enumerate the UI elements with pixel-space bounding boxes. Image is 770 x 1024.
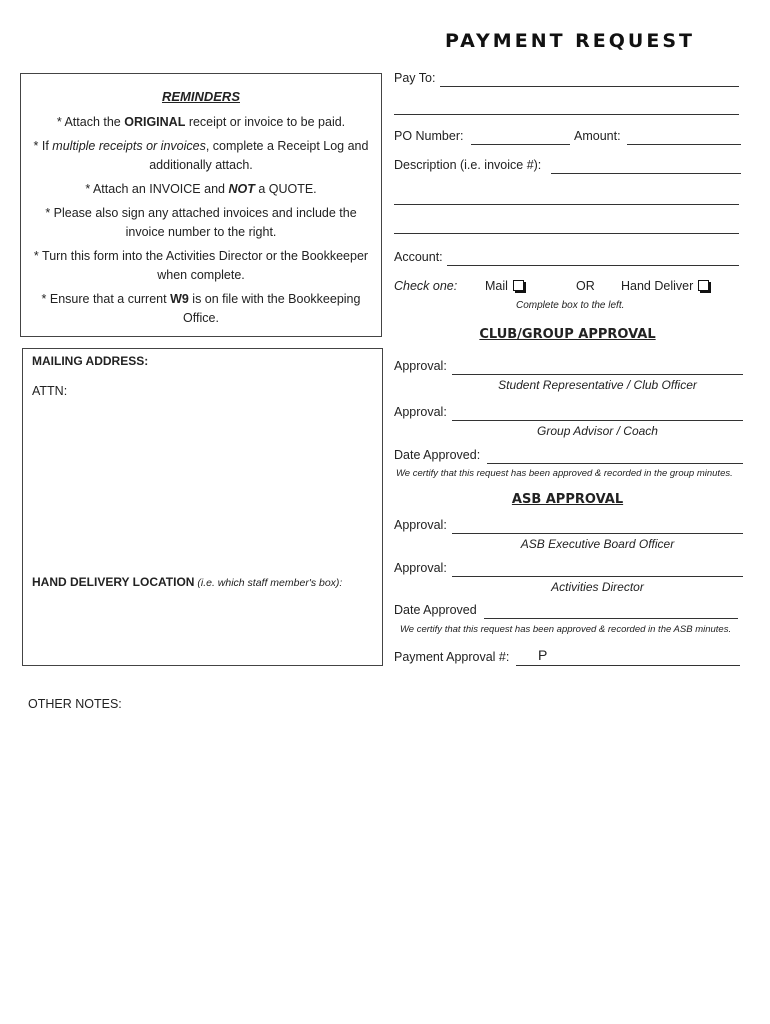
po-number-field[interactable] xyxy=(471,144,570,145)
reminder-emphasis: W9 xyxy=(170,292,189,306)
activities-director-signature-field[interactable] xyxy=(452,576,743,577)
date-approved-asb-label: Date Approved xyxy=(394,603,477,617)
mail-option-label: Mail xyxy=(485,279,508,293)
pay-to-field[interactable] xyxy=(440,86,739,87)
reminder-turn-in: * Turn this form into the Activities Director or the Bookkeeper when complete. xyxy=(33,249,369,282)
attn-label: ATTN: xyxy=(32,384,68,398)
asb-approval-heading: ASB APPROVAL xyxy=(511,492,624,507)
reminder-emphasis: NOT xyxy=(228,182,255,196)
payment-approval-label: Payment Approval #: xyxy=(394,650,510,664)
pay-to-label: Pay To: xyxy=(394,71,436,85)
reminder-original xyxy=(29,113,373,132)
certify-asb-note: We certify that this request has been approved & recorded in the ASB minutes. xyxy=(400,624,732,635)
mail-option[interactable] xyxy=(485,279,524,293)
asb-officer-caption: ASB Executive Board Officer xyxy=(520,537,675,551)
hand-deliver-option[interactable] xyxy=(621,279,709,293)
club-approval-label-1: Approval: xyxy=(394,359,447,373)
reminder-text: * If xyxy=(33,139,53,153)
description-label: Description (i.e. invoice #): xyxy=(394,158,542,172)
mailing-address-label: MAILING ADDRESS: xyxy=(32,354,149,368)
reminder-w9 xyxy=(29,290,373,328)
club-approval-label-2: Approval: xyxy=(394,405,447,419)
reminder-text: * Ensure that a current xyxy=(41,292,171,306)
account-label: Account: xyxy=(394,250,443,264)
or-label: OR xyxy=(576,279,595,293)
reminder-sign: * Please also sign any attached invoices and include the invoice number to the right. xyxy=(45,206,357,239)
hand-delivery-label xyxy=(32,575,342,589)
activities-director-caption: Activities Director xyxy=(551,580,644,594)
description-field-line2[interactable] xyxy=(394,204,739,205)
date-approved-label: Date Approved: xyxy=(394,448,481,462)
reminders-box xyxy=(20,73,382,337)
hand-delivery-note: (i.e. which staff member's box): xyxy=(194,577,343,589)
club-approval-heading: CLUB/GROUP APPROVAL xyxy=(479,327,656,342)
hand-deliver-option-label: Hand Deliver xyxy=(621,279,694,293)
reminder-text: receipt or invoice to be paid. xyxy=(185,115,346,129)
payment-approval-field[interactable] xyxy=(516,665,740,666)
reminder-text: * Attach the xyxy=(56,115,125,129)
hand-deliver-checkbox[interactable] xyxy=(698,280,709,291)
date-approved-field[interactable] xyxy=(487,463,743,464)
reminder-emphasis: ORIGINAL xyxy=(124,115,186,129)
advisor-signature-field[interactable] xyxy=(452,420,743,421)
student-rep-caption: Student Representative / Club Officer xyxy=(498,378,697,392)
mailing-address-box[interactable] xyxy=(22,348,383,666)
other-notes-label: OTHER NOTES: xyxy=(28,697,122,711)
payment-approval-prefix: P xyxy=(538,647,548,663)
check-one-label: Check one: xyxy=(394,279,458,293)
reminder-invoice xyxy=(29,180,373,199)
reminder-text: is on file with the Bookkeeping Office. xyxy=(183,292,361,325)
pay-to-field-line2[interactable] xyxy=(394,114,739,115)
asb-approval-label-2: Approval: xyxy=(394,561,447,575)
reminder-multiple xyxy=(29,137,373,175)
advisor-caption: Group Advisor / Coach xyxy=(537,424,658,438)
description-field[interactable] xyxy=(551,173,741,174)
reminders-heading: REMINDERS xyxy=(161,89,240,104)
reminder-emphasis: multiple receipts or invoices xyxy=(52,139,206,153)
description-field-line3[interactable] xyxy=(394,233,739,234)
amount-field[interactable] xyxy=(627,144,741,145)
asb-officer-signature-field[interactable] xyxy=(452,533,743,534)
date-approved-asb-field[interactable] xyxy=(484,618,738,619)
mail-checkbox[interactable] xyxy=(513,280,524,291)
complete-box-note: Complete box to the left. xyxy=(516,300,625,311)
hand-delivery-title: HAND DELIVERY LOCATION xyxy=(32,575,195,589)
reminder-text: * Attach an INVOICE and xyxy=(85,182,229,196)
page-title: PAYMENT REQUEST xyxy=(444,30,695,52)
amount-label: Amount: xyxy=(574,129,621,143)
account-field[interactable] xyxy=(447,265,739,266)
reminder-text: , complete a Receipt Log and additionally attach. xyxy=(149,139,369,172)
reminder-text: a QUOTE. xyxy=(254,182,317,196)
student-rep-signature-field[interactable] xyxy=(452,374,743,375)
po-number-label: PO Number: xyxy=(394,129,464,143)
certify-group-note: We certify that this request has been approved & recorded in the group minutes. xyxy=(396,468,733,479)
asb-approval-label-1: Approval: xyxy=(394,518,447,532)
